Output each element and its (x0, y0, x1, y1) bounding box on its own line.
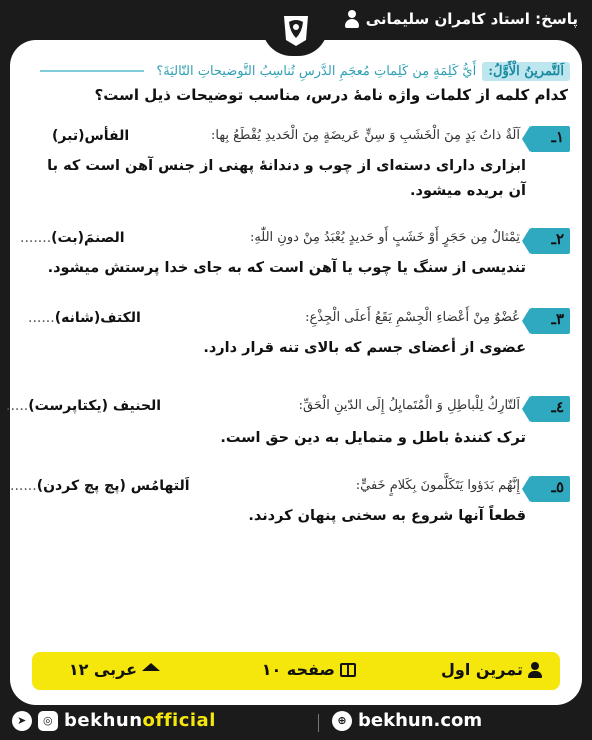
item-persian: تندیسی از سنگ یا چوب یا آهن است که به جای خدا پرستش میشود. (47, 260, 526, 276)
exercise-heading (40, 58, 570, 84)
item-answer: اَلتهامُس (پچ پچ کردن)...... (10, 478, 190, 494)
item-answer: الحنیف (یکتاپرست)..... (6, 398, 162, 414)
item-number: ٤ـ (551, 398, 564, 416)
item-number-box (530, 308, 570, 334)
item-answer: الفأس(تبر) (52, 128, 130, 144)
globe-icon: ⊕ (332, 711, 352, 731)
graduation-cap-icon (142, 663, 160, 671)
item-answer: الصنمَ(بت)....... (20, 230, 125, 246)
bottom-divider (318, 714, 319, 732)
question-item-4 (6, 396, 570, 448)
handle-white: bekhun (64, 710, 143, 731)
item-number-box (530, 126, 570, 152)
footer-exercise (441, 660, 542, 679)
footer-bar (32, 652, 560, 690)
logo (276, 10, 316, 48)
item-number-box (530, 228, 570, 254)
footer-exercise-label: تمرین اول (441, 660, 523, 679)
heading-divider (40, 70, 144, 72)
item-persian: عضوی از أعضای جسم که بالای تنه قرار دارد. (203, 340, 526, 356)
handle-yellow: official (142, 710, 216, 731)
item-arabic: آلَةٌ ذاتُ يَدٍ مِنَ الْخَشَبِ وَ سِنٍّ عَريضَةٍ مِنَ الْحَديدِ يُقْطَعُ بِها: (211, 128, 520, 143)
item-answer: الکتف(شانه)...... (28, 310, 141, 326)
instagram-icon[interactable]: ◎ (38, 711, 58, 731)
question-item-3 (20, 308, 570, 360)
item-number: ٢ـ (551, 230, 564, 248)
item-persian: قطعاً آنها شروع به سخنی پنهان کردند. (248, 508, 526, 524)
telegram-icon[interactable]: ➤ (12, 711, 32, 731)
social-handle[interactable] (12, 710, 216, 731)
item-number-box (530, 396, 570, 422)
book-icon (340, 663, 356, 677)
website-link[interactable] (332, 710, 482, 731)
answer-by-line (344, 6, 578, 32)
exercise-persian-question: کدام کلمه از کلمات واژه نامهٔ درس، مناسب توضیحات ذیل است؟ (94, 86, 568, 104)
exercise-arabic-question: أَيُّ كَلِمَةٍ مِن كَلِماتِ مُعجَمِ الدَّرسِ تُناسِبُ التَّوضيحاتِ التّاليَةَ؟ (156, 63, 477, 79)
item-persian: ترک کنندهٔ باطل و متمایل به دین حق است. (220, 430, 526, 446)
item-number: ٥ـ (551, 478, 564, 496)
item-arabic: اَلتّارِكُ لِلْباطِلِ وَ الْمُتَمايِلُ إِلَى الدّينِ الْحَقِّ: (298, 398, 520, 413)
item-persian: ابزاری دارای دسته‌ای از چوب و دندانهٔ پهنی از جنس آهن است که با آن بریده میشود. (47, 158, 526, 199)
item-arabic: تِمْثالٌ مِن حَجَرٍ أَوْ خَشَبٍ أَو حَديدٍ يُعْبَدُ مِنْ دونِ اللّٰهِ: (249, 230, 520, 245)
question-item-1 (20, 126, 570, 206)
footer-subject (69, 660, 160, 679)
website-text: bekhun.com (358, 710, 483, 731)
exercise-tag: اَلتَّمرینُ الْأَوَّلُ: (482, 62, 570, 81)
footer-subject-label: عربی ۱۲ (68, 660, 137, 679)
footer-page-label: صفحه ۱۰ (261, 660, 335, 679)
bottom-bar (0, 708, 592, 738)
item-arabic: إِنَّهُم بَدَؤوا يَتَكَلَّمونَ بِكَلامٍ خَفيٍّ: (355, 478, 520, 493)
logo-icon (276, 10, 316, 48)
user-icon (344, 10, 360, 28)
item-number: ٣ـ (551, 310, 564, 328)
item-arabic: عُضْوٌ مِنْ أَعْضاءِ الْجِسْمِ يَقَعُ أَعلَى الْجِذْعِ: (305, 310, 520, 325)
item-number-box (530, 476, 570, 502)
question-item-5 (10, 476, 570, 532)
footer-page (262, 660, 356, 679)
person-icon (528, 662, 542, 678)
item-number: ١ـ (551, 128, 564, 146)
answer-by-text: پاسخ: استاد کامران سلیمانی (365, 10, 578, 28)
question-item-2 (20, 228, 570, 280)
